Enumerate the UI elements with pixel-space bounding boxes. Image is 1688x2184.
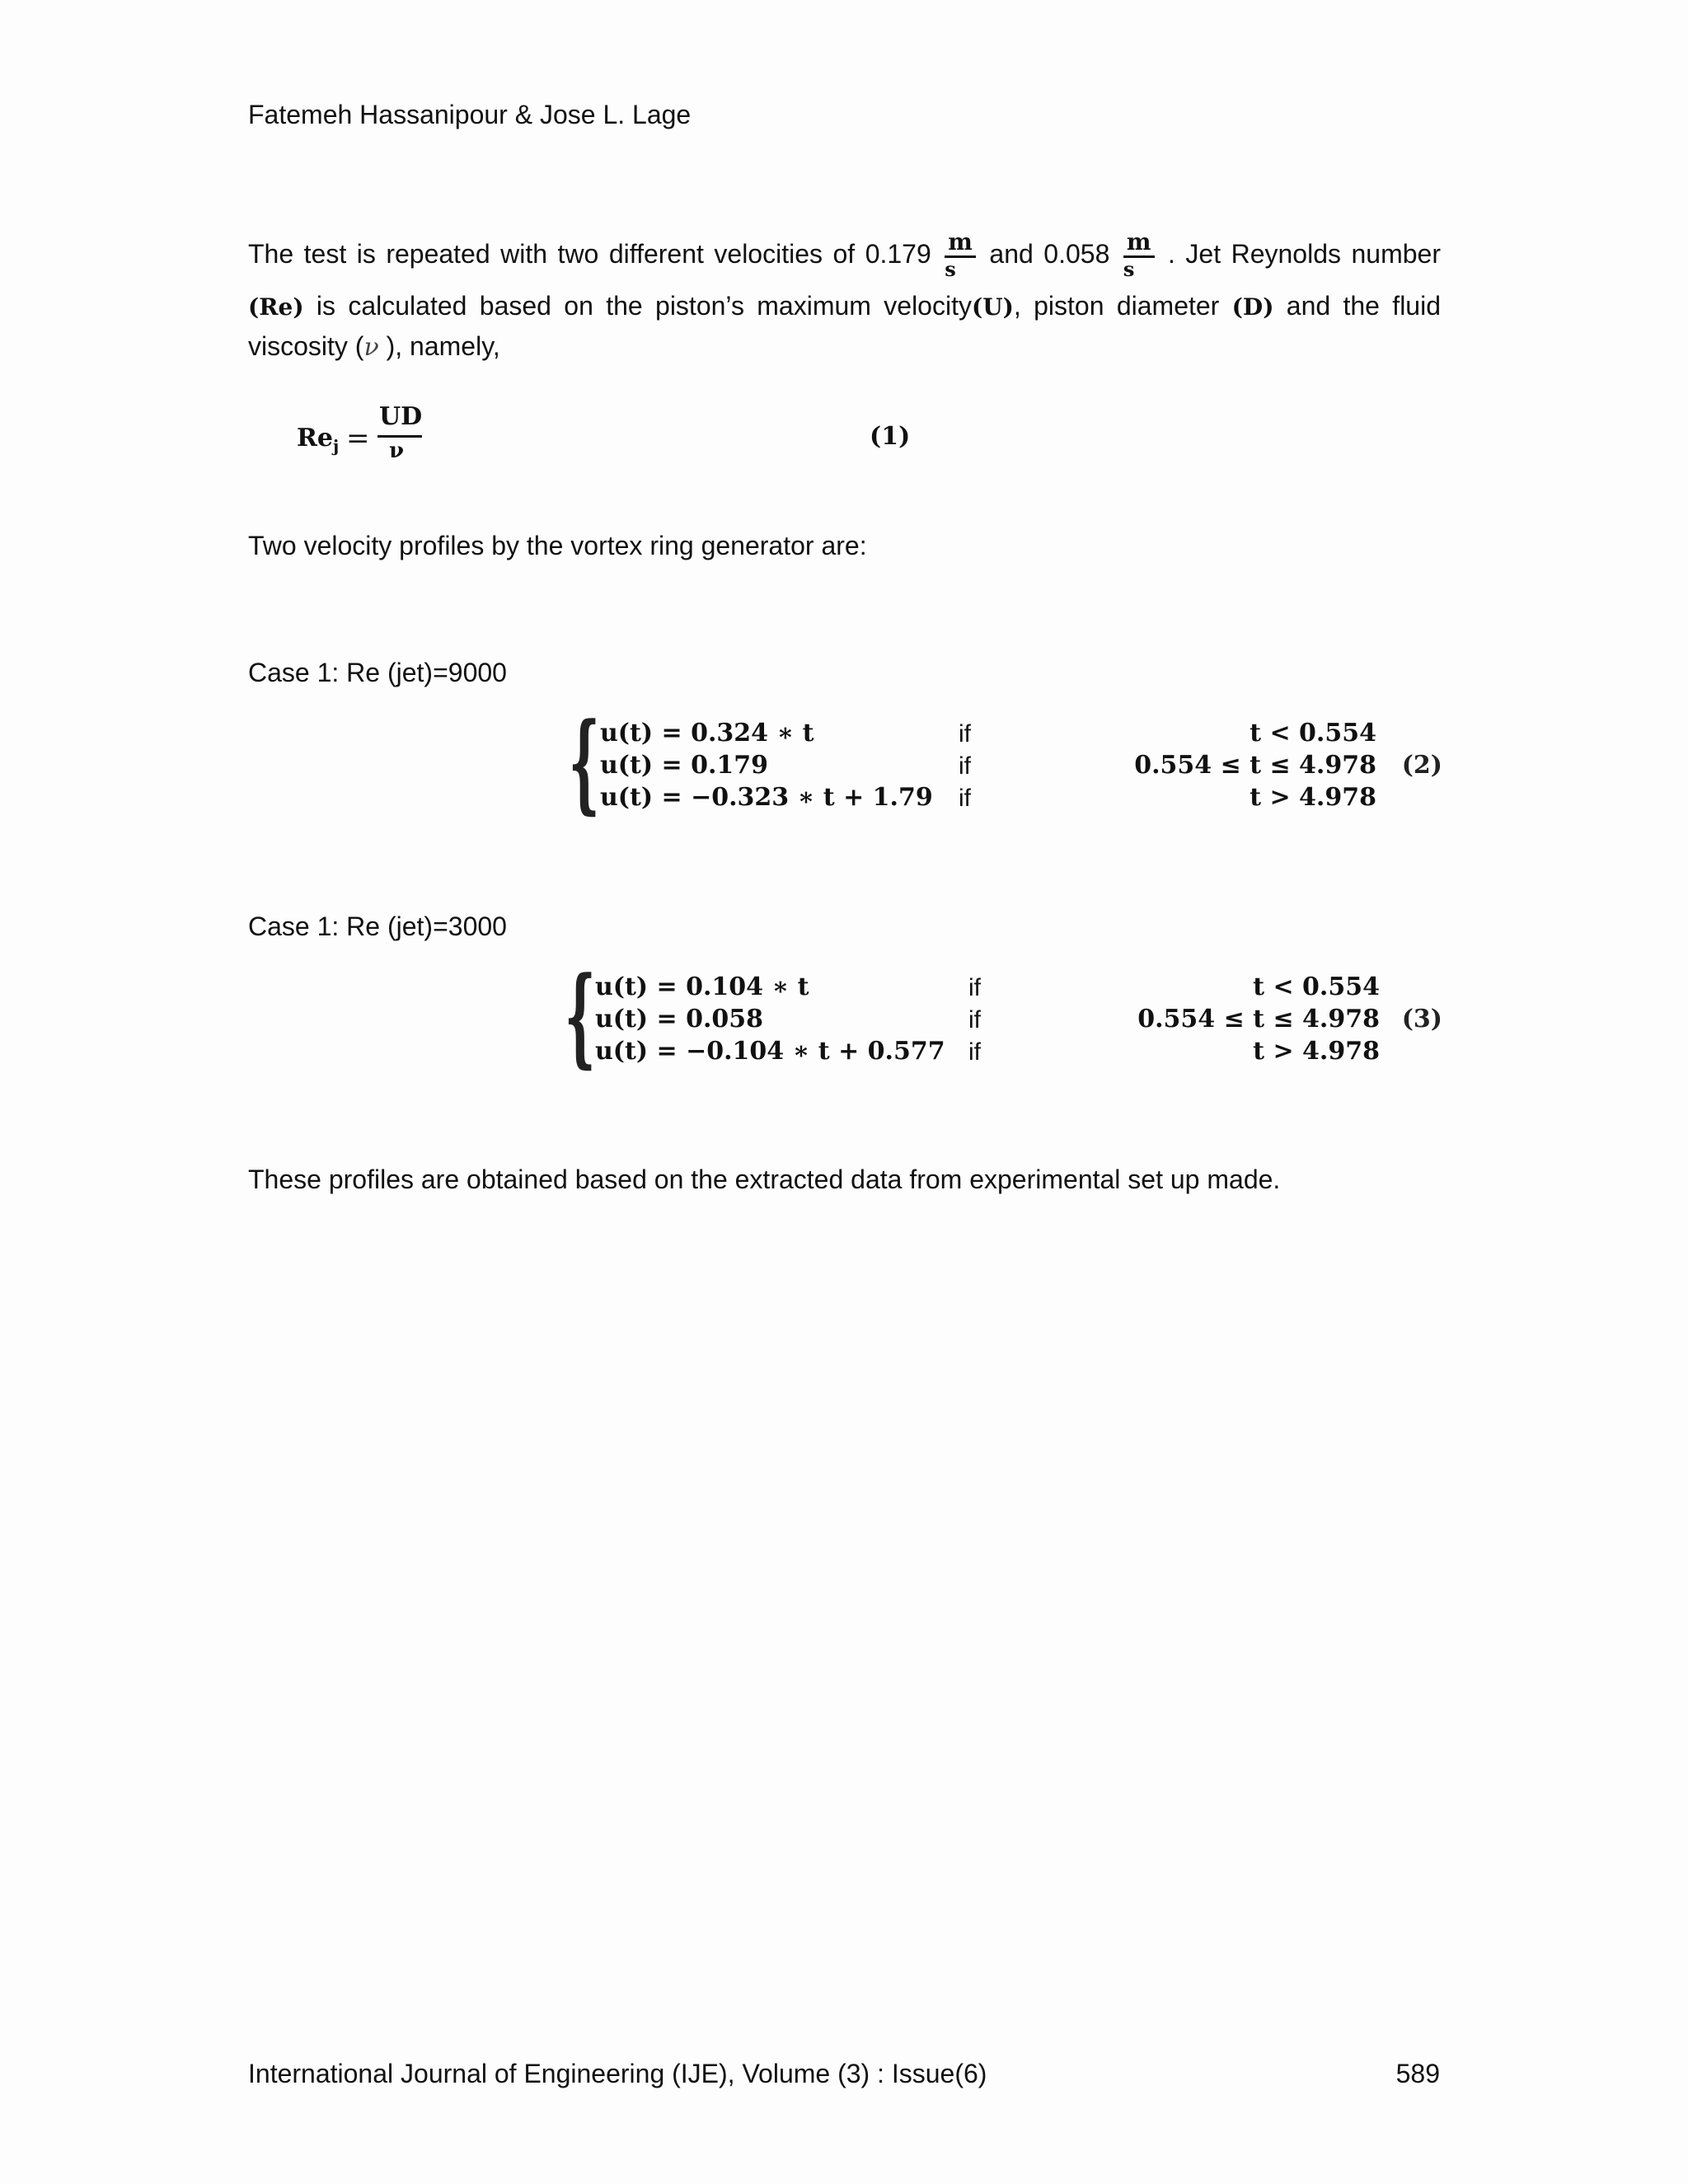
unit-numerator: m [1123, 230, 1155, 258]
eq3-row-1-if: if [968, 974, 981, 1001]
left-brace: { [565, 953, 596, 1079]
eq3-row-3-expr: u(t) = −0.104 ∗ t + 0.577 [595, 1037, 945, 1066]
text-segment: , piston diameter [1013, 291, 1220, 321]
eq3-row-1-expr: u(t) = 0.104 ∗ t [595, 972, 809, 1001]
unit-denominator: s [1123, 257, 1135, 282]
reynolds-symbol: (Re) [248, 293, 304, 321]
unit-fraction-m-per-s [1123, 230, 1155, 282]
footer-page-number: 589 [1395, 2059, 1440, 2088]
eq3-row-1-cond: t < 0.554 [1253, 972, 1380, 1001]
velocity-symbol: (U) [971, 293, 1014, 321]
eq3-row-2-expr: u(t) = 0.058 [595, 1005, 764, 1033]
text-segment: and the fluid [1286, 291, 1442, 321]
text-segment: viscosity ( [248, 331, 364, 361]
paragraph-line-2 [248, 287, 1441, 325]
eq1-number: (1) [870, 422, 911, 451]
running-header: Fatemeh Hassanipour & Jose L. Lage [248, 100, 692, 129]
eq1-lhs-subscript: j [333, 436, 340, 456]
eq2-row-1-expr: u(t) = 0.324 ∗ t [600, 719, 814, 748]
eq1-lhs-base: Re [297, 424, 334, 452]
text-segment: ), namely, [386, 331, 500, 361]
case-title-re-9000: Case 1: Re (jet)=9000 [248, 658, 507, 687]
diameter-symbol: (D) [1231, 293, 1274, 321]
eq1-denominator: ν [389, 438, 405, 463]
eq2-row-2-cond: 0.554 ≤ t ≤ 4.978 [1134, 751, 1376, 780]
unit-fraction-m-per-s [945, 230, 976, 282]
eq3-row-2-cond: 0.554 ≤ t ≤ 4.978 [1137, 1005, 1380, 1033]
case-title-re-3000: Case 1: Re (jet)=3000 [248, 912, 507, 941]
eq1-equals: = [346, 422, 370, 455]
text-segment: . Jet Reynolds number [1168, 239, 1442, 269]
text-segment: The test is repeated with two different velocities of 0.179 [248, 239, 931, 269]
paragraph-profiles: Two velocity profiles by the vortex ring generator are: [248, 531, 867, 560]
left-brace: { [569, 699, 600, 825]
paragraph-line-1 [248, 221, 1441, 287]
eq2-row-1-cond: t < 0.554 [1250, 719, 1376, 748]
footer-journal: International Journal of Engineering (IJE), Volume (3) : Issue(6) [248, 2059, 987, 2088]
viscosity-symbol: ν [363, 333, 379, 362]
text-segment: and 0.058 [989, 239, 1110, 269]
eq2-row-2-expr: u(t) = 0.179 [600, 751, 769, 780]
equation-1 [297, 402, 923, 468]
eq2-row-1-if: if [959, 720, 971, 748]
unit-denominator: s [945, 257, 956, 282]
paragraph-line-3 [248, 325, 1441, 368]
text-segment: is calculated based on the piston’s maximum velocity [316, 291, 972, 321]
eq1-lhs [297, 424, 339, 456]
eq1-fraction-bar [377, 435, 422, 438]
eq3-row-3-cond: t > 4.978 [1253, 1037, 1380, 1066]
eq2-row-3-if: if [959, 785, 971, 812]
eq2-row-2-if: if [959, 752, 971, 780]
eq1-numerator: UD [379, 402, 423, 431]
eq3-row-2-if: if [968, 1006, 981, 1033]
eq3-row-3-if: if [968, 1038, 981, 1066]
paragraph-conclusion: These profiles are obtained based on the extracted data from experimental set up made. [248, 1165, 1281, 1194]
piecewise-equation-3 [560, 953, 1442, 1079]
eq2-row-3-expr: u(t) = −0.323 ∗ t + 1.79 [600, 783, 933, 812]
eq2-row-3-cond: t > 4.978 [1250, 783, 1376, 812]
piecewise-equation-2 [560, 699, 1442, 825]
paragraph-velocities [248, 221, 1441, 368]
eq2-number: (2) [1401, 751, 1442, 780]
unit-numerator: m [945, 230, 976, 258]
eq3-number: (3) [1401, 1005, 1442, 1033]
